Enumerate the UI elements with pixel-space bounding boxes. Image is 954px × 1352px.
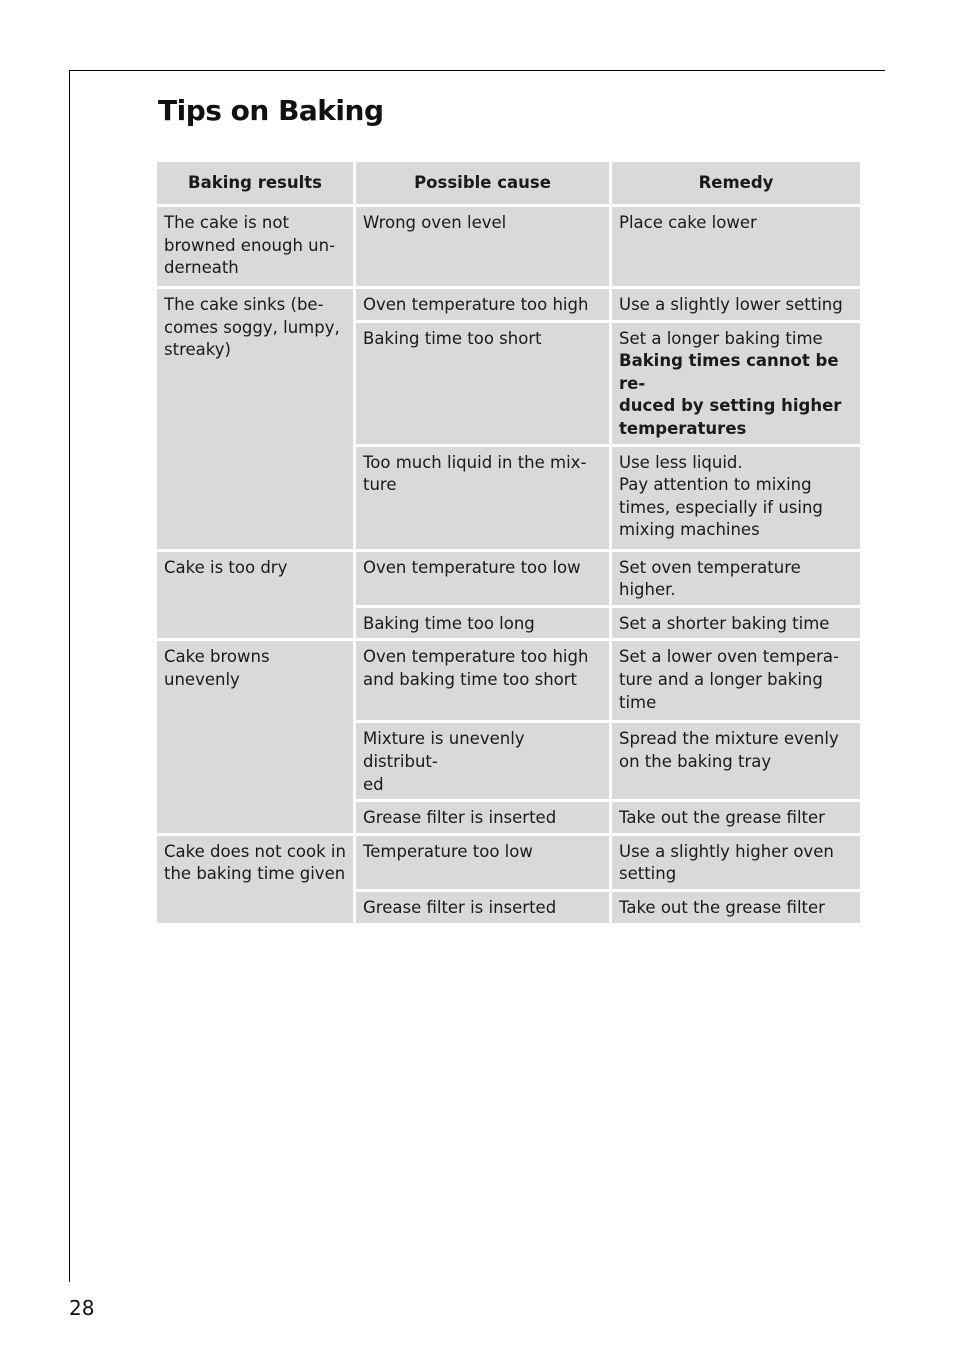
result-cell: Cake browns unevenly: [157, 641, 353, 832]
table-header-row: [157, 162, 860, 204]
cause-cell: Grease filter is inserted: [356, 892, 609, 923]
table-row: [157, 552, 860, 605]
cause-cell: Too much liquid in the mix- ture: [356, 447, 609, 549]
cause-cell: Grease filter is inserted: [356, 802, 609, 833]
left-rule: [69, 70, 70, 1282]
cause-cell: Oven temperature too low: [356, 552, 609, 605]
remedy-cell: Take out the grease filter: [612, 892, 860, 923]
remedy-text: Set a longer baking time: [619, 328, 823, 348]
remedy-cell: Set a lower oven tempera- ture and a longer baking time: [612, 641, 860, 720]
cause-cell: Oven temperature too high: [356, 289, 609, 320]
table-row: [157, 836, 860, 889]
cause-cell: Oven temperature too high and baking time too short: [356, 641, 609, 720]
result-cell: Cake does not cook in the baking time given: [157, 836, 353, 923]
remedy-warning: Baking times cannot be re- duced by setting higher temperatures: [619, 351, 842, 438]
result-cell: Cake is too dry: [157, 552, 353, 639]
result-cell: The cake is not browned enough un- derneath: [157, 207, 353, 286]
remedy-cell: Place cake lower: [612, 207, 860, 286]
header-possible-cause: Possible cause: [356, 162, 609, 204]
remedy-cell: Use a slightly lower setting: [612, 289, 860, 320]
table-row: [157, 641, 860, 720]
remedy-cell: [612, 323, 860, 444]
remedy-cell: Set a shorter baking time: [612, 608, 860, 639]
header-remedy: Remedy: [612, 162, 860, 204]
baking-tips-table: [154, 159, 863, 926]
table-row: [157, 289, 860, 320]
top-rule: [69, 70, 885, 71]
remedy-cell: Take out the grease filter: [612, 802, 860, 833]
page-number: 28: [69, 1296, 95, 1320]
cause-cell: Baking time too short: [356, 323, 609, 444]
remedy-cell: Spread the mixture evenly on the baking tray: [612, 723, 860, 799]
cause-cell: Mixture is unevenly distribut- ed: [356, 723, 609, 799]
remedy-cell: Use less liquid. Pay attention to mixing times, especially if using mixing machines: [612, 447, 860, 549]
cause-cell: Temperature too low: [356, 836, 609, 889]
remedy-cell: Use a slightly higher oven setting: [612, 836, 860, 889]
result-cell: The cake sinks (be- comes soggy, lumpy, streaky): [157, 289, 353, 549]
header-baking-results: Baking results: [157, 162, 353, 204]
table-row: [157, 207, 860, 286]
cause-cell: Wrong oven level: [356, 207, 609, 286]
page-title: Tips on Baking: [158, 94, 384, 127]
remedy-cell: Set oven temperature higher.: [612, 552, 860, 605]
cause-cell: Baking time too long: [356, 608, 609, 639]
